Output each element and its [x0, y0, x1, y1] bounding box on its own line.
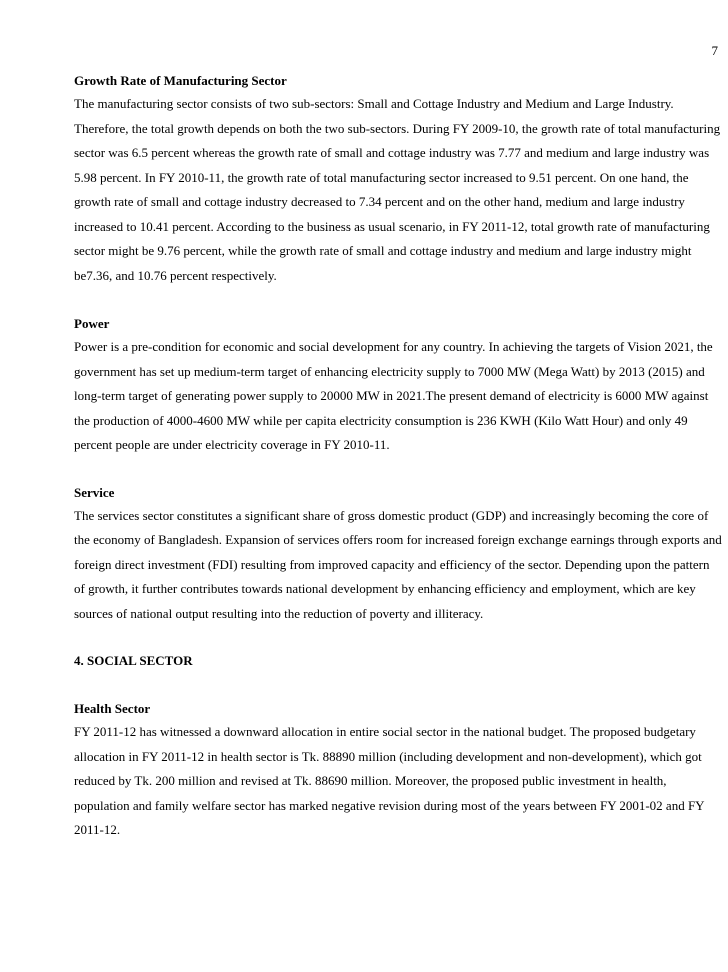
section-heading: Power	[74, 316, 110, 331]
section-spacer	[74, 458, 722, 484]
section-heading: Growth Rate of Manufacturing Sector	[74, 73, 287, 88]
section-heading: Service	[74, 484, 115, 500]
section-body: The services sector constitutes a significant share of gross domestic product (GDP) and increasingly becoming the core of the economy of Bangladesh. Expansion of services offers room for increased foreign exchange earnings through exports and foreign direct investment (FDI) resulting from improved capacity and efficiency of the sector. Depending upon the pattern of growth, it further contributes towards national development by enhancing efficiency and employment, which are key sources of national output resulting into the reduction of poverty and illiteracy.	[74, 507, 722, 621]
section-service	[74, 484, 722, 627]
section-social-sector	[74, 652, 722, 670]
page-content	[74, 72, 722, 843]
section-spacer	[74, 288, 722, 315]
section-power	[74, 315, 722, 458]
section-heading: Health Sector	[74, 701, 151, 716]
section-spacer	[74, 672, 722, 700]
section-body: The manufacturing sector consists of two sub-sectors: Small and Cottage Industry and Medium and Large Industry. Therefore, the total growth depends on both the two sub-sectors. During FY 2009-10, the growth rate of total manufacturing sector was 6.5 percent whereas the growth rate of small and cottage industry was 7.77 and medium and large industry was 5.98 percent. In FY 2010-11, the growth rate of total manufacturing sector increased to 9.51 percent. On one hand, the growth rate of small and cottage industry decreased to 7.34 percent and on the other hand, medium and large industry increased to 10.41 percent. According to the business as usual scenario, in FY 2011-12, total growth rate of manufacturing sector might be 9.76 percent, while the growth rate of small and cottage industry and medium and large industry might be7.36, and 10.76 percent respectively.	[74, 96, 721, 283]
section-heading: 4. SOCIAL SECTOR	[74, 653, 193, 668]
page-number: 7	[711, 43, 718, 58]
section-health	[74, 700, 722, 843]
section-manufacturing	[74, 72, 722, 288]
section-body: Power is a pre-condition for economic and social development for any country. In achieving the targets of Vision 2021, the government has set up medium-term target of enhancing electricity supply to 7000 MW (Mega Watt) by 2013 (2015) and long-term target of generating power supply to 20000 MW in 2021.The present demand of electricity is 6000 MW against the production of 4000-4600 MW while per capita electricity consumption is 236 KWH (Kilo Watt Hour) and only 49 percent people are under electricity coverage in FY 2010-11.	[74, 339, 713, 452]
section-spacer	[74, 626, 722, 652]
section-body: FY 2011-12 has witnessed a downward allocation in entire social sector in the national budget. The proposed budgetary allocation in FY 2011-12 in health sector is Tk. 88890 million (including development and non-development), which got reduced by Tk. 200 million and revised at Tk. 88690 million. Moreover, the proposed public investment in health, population and family welfare sector has marked negative revision during most of the years between FY 2001-02 and FY 2011-12.	[74, 724, 705, 837]
